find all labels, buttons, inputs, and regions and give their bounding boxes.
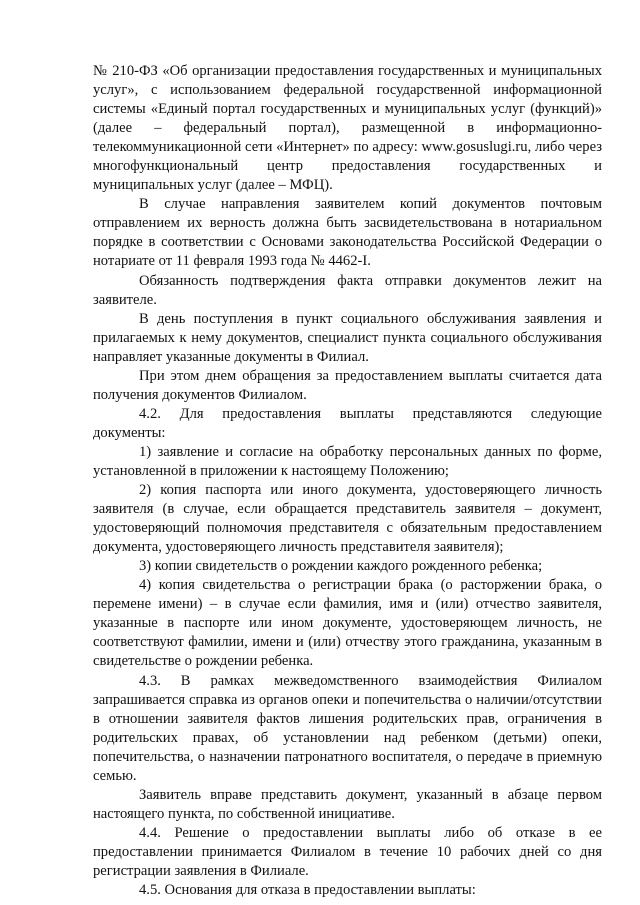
paragraph-6: 4.2. Для предоставления выплаты представляются следующие документы: <box>93 405 602 441</box>
paragraph-10: 4) копия свидетельства о регистрации брака (о расторжении брака, о перемене имени) – в случае если фамилия, имя и (или) отчество заявителя, указанные в паспорте или ином документе, удостоверяющем личность, не соответствуют фамилии, имени и (или) отчеству этого гражданина, указанным в свидетельстве о рождении ребенка. <box>93 577 602 670</box>
document-text <box>93 62 602 900</box>
paragraph-8: 2) копия паспорта или иного документа, удостоверяющего личность заявителя (в случае, если обращается представитель заявителя – документ, удостоверяющий полномочия представителя с обязательным предоставлением документа, удостоверяющего личность представителя заявителя); <box>93 482 602 556</box>
paragraph-2: В случае направления заявителем копий документов почтовым отправлением их верность должна быть засвидетельствована в нотариальном порядке в соответствии с Основами законодательства Российской Федерации о нотариате от 11 февраля 1993 года № 4462-I. <box>93 196 602 270</box>
paragraph-4: В день поступления в пункт социального обслуживания заявления и прилагаемых к нему документов, специалист пункта социального обслуживания направляет указанные документы в Филиал. <box>93 310 602 365</box>
paragraph-13: 4.4. Решение о предоставлении выплаты либо об отказе в ее предоставлении принимается Филиалом в течение 10 рабочих дней со дня регистрации заявления в Филиале. <box>93 824 602 879</box>
paragraph-1: № 210-ФЗ «Об организации предоставления государственных и муниципальных услуг», с использованием федеральной государственной информационной системы «Единый портал государственных и муниципальных услуг (функций)» (далее – федеральный портал), размещенной в информационно-телекоммуникационной сети «Интернет» по адресу: www.gosuslugi.ru, либо через многофункциональный центр предоставления государственных и муниципальных услуг (далее – МФЦ). <box>93 63 602 194</box>
paragraph-7: 1) заявление и согласие на обработку персональных данных по форме, установленной в приложении к настоящему Положению; <box>93 443 602 479</box>
paragraph-12: Заявитель вправе представить документ, указанный в абзаце первом настоящего пункта, по собственной инициативе. <box>93 786 602 822</box>
paragraph-5: При этом днем обращения за предоставлением выплаты считается дата получения документов Филиалом. <box>93 367 602 403</box>
paragraph-9: 3) копии свидетельств о рождении каждого рожденного ребенка; <box>139 558 543 575</box>
paragraph-14: 4.5. Основания для отказа в предоставлении выплаты: <box>139 882 476 899</box>
paragraph-11: 4.3. В рамках межведомственного взаимодействия Филиалом запрашивается справка из органов опеки и попечительства о наличии/отсутствии в отношении заявителя фактов лишения родительских прав, ограничения в родительских правах, об установлении над ребенком (детьми) опеки, попечительства, о назначении патронатного воспитателя, о передаче в приемную семью. <box>93 672 602 784</box>
paragraph-3: Обязанность подтверждения факта отправки документов лежит на заявителе. <box>93 272 602 308</box>
